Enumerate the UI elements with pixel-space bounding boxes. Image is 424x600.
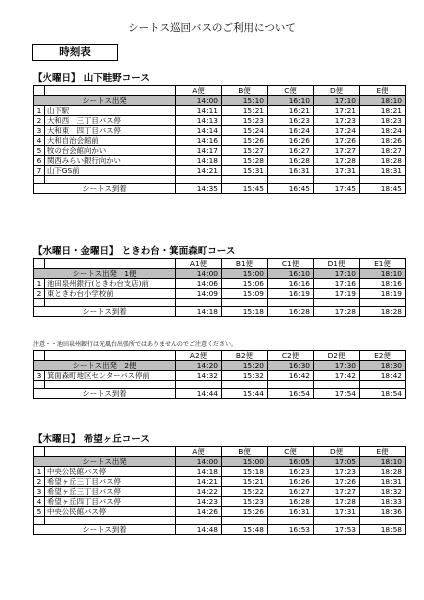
stop-time: 18:19	[360, 289, 406, 299]
stop-time: 14:16	[176, 136, 222, 146]
stop-number: 1	[34, 467, 45, 477]
route-heading-wed-fri: 【水曜日・金曜日】 ときわ台・箕面森町コース	[33, 246, 236, 257]
timetable-wed-fri-2	[33, 350, 406, 399]
stop-time: 18:33	[360, 497, 406, 507]
stop-time: 16:28	[268, 156, 314, 166]
column-header: B便	[222, 86, 268, 96]
departure-time: 16:05	[268, 457, 314, 467]
arrival-row	[34, 389, 406, 399]
stop-time: 14:13	[176, 116, 222, 126]
departure-time: 18:10	[360, 457, 406, 467]
stop-time: 14:06	[176, 279, 222, 289]
departure-label: シートス出発 2便	[34, 361, 176, 371]
departure-label: シートス出発 1便	[34, 269, 176, 279]
departure-time: 16:10	[268, 96, 314, 106]
stop-time: 16:21	[268, 106, 314, 116]
column-header: A便	[176, 447, 222, 457]
timetable-wed-fri-1	[33, 258, 406, 317]
departure-row	[34, 269, 406, 279]
stop-row	[34, 371, 406, 381]
departure-time: 14:00	[176, 96, 222, 106]
stop-time: 14:21	[176, 477, 222, 487]
stop-time: 17:26	[314, 477, 360, 487]
stop-time: 15:22	[222, 487, 268, 497]
stop-time: 18:16	[360, 279, 406, 289]
departure-time: 15:20	[222, 361, 268, 371]
arrival-row	[34, 307, 406, 317]
stop-time: 18:27	[360, 146, 406, 156]
stop-number: 2	[34, 477, 45, 487]
stop-number: 7	[34, 166, 45, 176]
stop-time: 18:23	[360, 116, 406, 126]
arrival-time: 14:35	[176, 184, 222, 194]
departure-row	[34, 361, 406, 371]
arrival-time: 16:45	[268, 184, 314, 194]
stop-time: 16:26	[268, 136, 314, 146]
arrival-row	[34, 525, 406, 535]
stop-number: 5	[34, 146, 45, 156]
header-row	[34, 259, 406, 269]
route-heading-tuesday: 【火曜日】 山下畦野コース	[33, 73, 150, 84]
departure-time: 15:00	[222, 457, 268, 467]
stop-time: 14:22	[176, 487, 222, 497]
timetable-tuesday	[33, 85, 406, 194]
section-label: 時刻表	[32, 44, 118, 61]
arrival-label: シートス到着	[34, 307, 176, 317]
stop-time: 15:21	[222, 477, 268, 487]
stop-time: 18:28	[360, 467, 406, 477]
stop-time: 14:32	[176, 371, 222, 381]
departure-time: 15:00	[222, 269, 268, 279]
spacer-row	[34, 299, 406, 307]
stop-row	[34, 146, 406, 156]
departure-time: 16:30	[268, 361, 314, 371]
stop-time: 16:16	[268, 279, 314, 289]
departure-row	[34, 457, 406, 467]
stop-time: 17:31	[314, 507, 360, 517]
stop-time: 14:11	[176, 106, 222, 116]
column-header: B2便	[222, 351, 268, 361]
stop-number: 4	[34, 136, 45, 146]
stop-number: 6	[34, 156, 45, 166]
stop-time: 16:27	[268, 146, 314, 156]
stop-row	[34, 136, 406, 146]
stop-number: 1	[34, 106, 45, 116]
column-header: A便	[176, 86, 222, 96]
stop-time: 14:17	[176, 146, 222, 156]
stop-time: 15:32	[222, 371, 268, 381]
stop-name: 希望ヶ丘四丁目バス停	[45, 497, 176, 507]
column-header: A1便	[176, 259, 222, 269]
arrival-time: 14:18	[176, 307, 222, 317]
stop-time: 16:26	[268, 477, 314, 487]
stop-row	[34, 289, 406, 299]
column-header: B1便	[222, 259, 268, 269]
stop-row	[34, 507, 406, 517]
stop-name: 中央公民館バス停	[45, 507, 176, 517]
stop-row	[34, 467, 406, 477]
stop-name: 山下GS前	[45, 166, 176, 176]
stop-time: 16:42	[268, 371, 314, 381]
stop-name: 中央公民館バス停	[45, 467, 176, 477]
stop-time: 17:21	[314, 106, 360, 116]
stop-time: 15:18	[222, 467, 268, 477]
stop-number: 4	[34, 497, 45, 507]
stop-time: 17:26	[314, 136, 360, 146]
arrival-time: 14:44	[176, 389, 222, 399]
stop-time: 14:26	[176, 507, 222, 517]
stop-number: 5	[34, 507, 45, 517]
column-header: E2便	[360, 351, 406, 361]
stop-time: 18:26	[360, 136, 406, 146]
stop-time: 15:31	[222, 166, 268, 176]
arrival-time: 15:45	[222, 184, 268, 194]
stop-time: 17:27	[314, 487, 360, 497]
spacer-row	[34, 517, 406, 525]
departure-time: 16:10	[268, 269, 314, 279]
stop-time: 15:28	[222, 156, 268, 166]
stop-time: 14:23	[176, 497, 222, 507]
stop-time: 16:31	[268, 507, 314, 517]
stop-time: 17:23	[314, 467, 360, 477]
stop-time: 16:23	[268, 467, 314, 477]
stop-time: 15:26	[222, 507, 268, 517]
stop-time: 14:21	[176, 166, 222, 176]
stop-name: 山下駅	[45, 106, 176, 116]
stop-row	[34, 116, 406, 126]
departure-time: 17:30	[314, 361, 360, 371]
stop-time: 14:18	[176, 156, 222, 166]
stop-name: 関西みらい銀行向かい	[45, 156, 176, 166]
arrival-time: 15:48	[222, 525, 268, 535]
stop-number: 2	[34, 116, 45, 126]
departure-time: 17:10	[314, 96, 360, 106]
departure-time: 15:10	[222, 96, 268, 106]
stop-time: 17:23	[314, 116, 360, 126]
arrival-time: 18:45	[360, 184, 406, 194]
column-header: C1便	[268, 259, 314, 269]
stop-row	[34, 497, 406, 507]
note-text: 注意・・池田泉州銀行は光風台出張所ではありませんのでご注意ください。	[33, 341, 238, 348]
arrival-time: 18:54	[360, 389, 406, 399]
arrival-time: 17:53	[314, 525, 360, 535]
departure-label: シートス出発	[34, 96, 176, 106]
column-header: E便	[360, 447, 406, 457]
stop-time: 16:31	[268, 166, 314, 176]
stop-name: 大和東 四丁目バス停	[45, 126, 176, 136]
stop-name: 希望ヶ丘三丁目バス停	[45, 487, 176, 497]
timetable-thursday	[33, 446, 406, 535]
stop-row	[34, 126, 406, 136]
departure-label: シートス出発	[34, 457, 176, 467]
stop-time: 17:42	[314, 371, 360, 381]
stop-row	[34, 477, 406, 487]
stop-time: 17:31	[314, 166, 360, 176]
stop-row	[34, 487, 406, 497]
stop-time: 15:21	[222, 106, 268, 116]
page-title: シートス巡回バスのご利用について	[128, 22, 296, 34]
arrival-row	[34, 184, 406, 194]
stop-time: 16:19	[268, 289, 314, 299]
column-header: C2便	[268, 351, 314, 361]
stop-time: 17:28	[314, 497, 360, 507]
column-header: C便	[268, 447, 314, 457]
stop-number: 3	[34, 371, 45, 381]
stop-time: 15:26	[222, 136, 268, 146]
stop-time: 16:28	[268, 497, 314, 507]
stop-time: 18:42	[360, 371, 406, 381]
arrival-time: 18:58	[360, 525, 406, 535]
stop-time: 16:24	[268, 126, 314, 136]
stop-time: 15:09	[222, 289, 268, 299]
stop-number: 3	[34, 126, 45, 136]
departure-time: 18:10	[360, 269, 406, 279]
stop-time: 17:16	[314, 279, 360, 289]
stop-name: 東ときわ台小学校前	[45, 289, 176, 299]
arrival-time: 17:45	[314, 184, 360, 194]
arrival-label: シートス到着	[34, 184, 176, 194]
arrival-label: シートス到着	[34, 525, 176, 535]
stop-time: 15:24	[222, 126, 268, 136]
stop-time: 16:23	[268, 116, 314, 126]
stop-name: 牧の台会館向かい	[45, 146, 176, 156]
departure-time: 17:10	[314, 269, 360, 279]
column-header: D便	[314, 447, 360, 457]
departure-row	[34, 96, 406, 106]
column-header: D2便	[314, 351, 360, 361]
arrival-time: 18:28	[360, 307, 406, 317]
departure-time: 18:10	[360, 96, 406, 106]
arrival-time: 16:53	[268, 525, 314, 535]
arrival-label: シートス到着	[34, 389, 176, 399]
stop-number: 2	[34, 289, 45, 299]
arrival-time: 16:54	[268, 389, 314, 399]
arrival-time: 15:44	[222, 389, 268, 399]
stop-time: 18:31	[360, 477, 406, 487]
column-header: C便	[268, 86, 314, 96]
column-header: D便	[314, 86, 360, 96]
stop-number: 3	[34, 487, 45, 497]
stop-time: 18:32	[360, 487, 406, 497]
stop-time: 14:14	[176, 126, 222, 136]
arrival-time: 15:18	[222, 307, 268, 317]
stop-time: 18:24	[360, 126, 406, 136]
header-row	[34, 86, 406, 96]
arrival-time: 17:28	[314, 307, 360, 317]
stop-row	[34, 279, 406, 289]
stop-number: 1	[34, 279, 45, 289]
stop-time: 14:09	[176, 289, 222, 299]
stop-name: 希望ヶ丘三丁目バス停	[45, 477, 176, 487]
stop-row	[34, 166, 406, 176]
column-header: B便	[222, 447, 268, 457]
departure-time: 18:30	[360, 361, 406, 371]
stop-time: 18:28	[360, 156, 406, 166]
stop-time: 17:27	[314, 146, 360, 156]
column-header: E1便	[360, 259, 406, 269]
departure-time: 14:00	[176, 269, 222, 279]
departure-time: 14:00	[176, 457, 222, 467]
stop-time: 14:18	[176, 467, 222, 477]
column-header: E便	[360, 86, 406, 96]
stop-row	[34, 156, 406, 166]
departure-time: 17:05	[314, 457, 360, 467]
stop-time: 15:23	[222, 116, 268, 126]
spacer-row	[34, 176, 406, 184]
arrival-time: 14:48	[176, 525, 222, 535]
departure-time: 14:20	[176, 361, 222, 371]
stop-name: 池田泉州銀行(ときわ台支店)前	[45, 279, 176, 289]
stop-time: 15:27	[222, 146, 268, 156]
stop-time: 15:06	[222, 279, 268, 289]
stop-time: 18:21	[360, 106, 406, 116]
stop-name: 大和自治会館前	[45, 136, 176, 146]
stop-row	[34, 106, 406, 116]
stop-time: 17:28	[314, 156, 360, 166]
column-header: D1便	[314, 259, 360, 269]
stop-name: 大和西 三丁目バス停	[45, 116, 176, 126]
stop-time: 18:36	[360, 507, 406, 517]
stop-time: 15:23	[222, 497, 268, 507]
route-heading-thursday: 【木曜日】 希望ヶ丘コース	[33, 434, 150, 445]
spacer-row	[34, 381, 406, 389]
stop-time: 18:31	[360, 166, 406, 176]
stop-time: 16:27	[268, 487, 314, 497]
stop-name: 箕面森町地区センターバス停前	[45, 371, 176, 381]
stop-time: 17:19	[314, 289, 360, 299]
stop-time: 17:24	[314, 126, 360, 136]
header-row	[34, 447, 406, 457]
header-row	[34, 351, 406, 361]
arrival-time: 17:54	[314, 389, 360, 399]
arrival-time: 16:28	[268, 307, 314, 317]
column-header: A2便	[176, 351, 222, 361]
